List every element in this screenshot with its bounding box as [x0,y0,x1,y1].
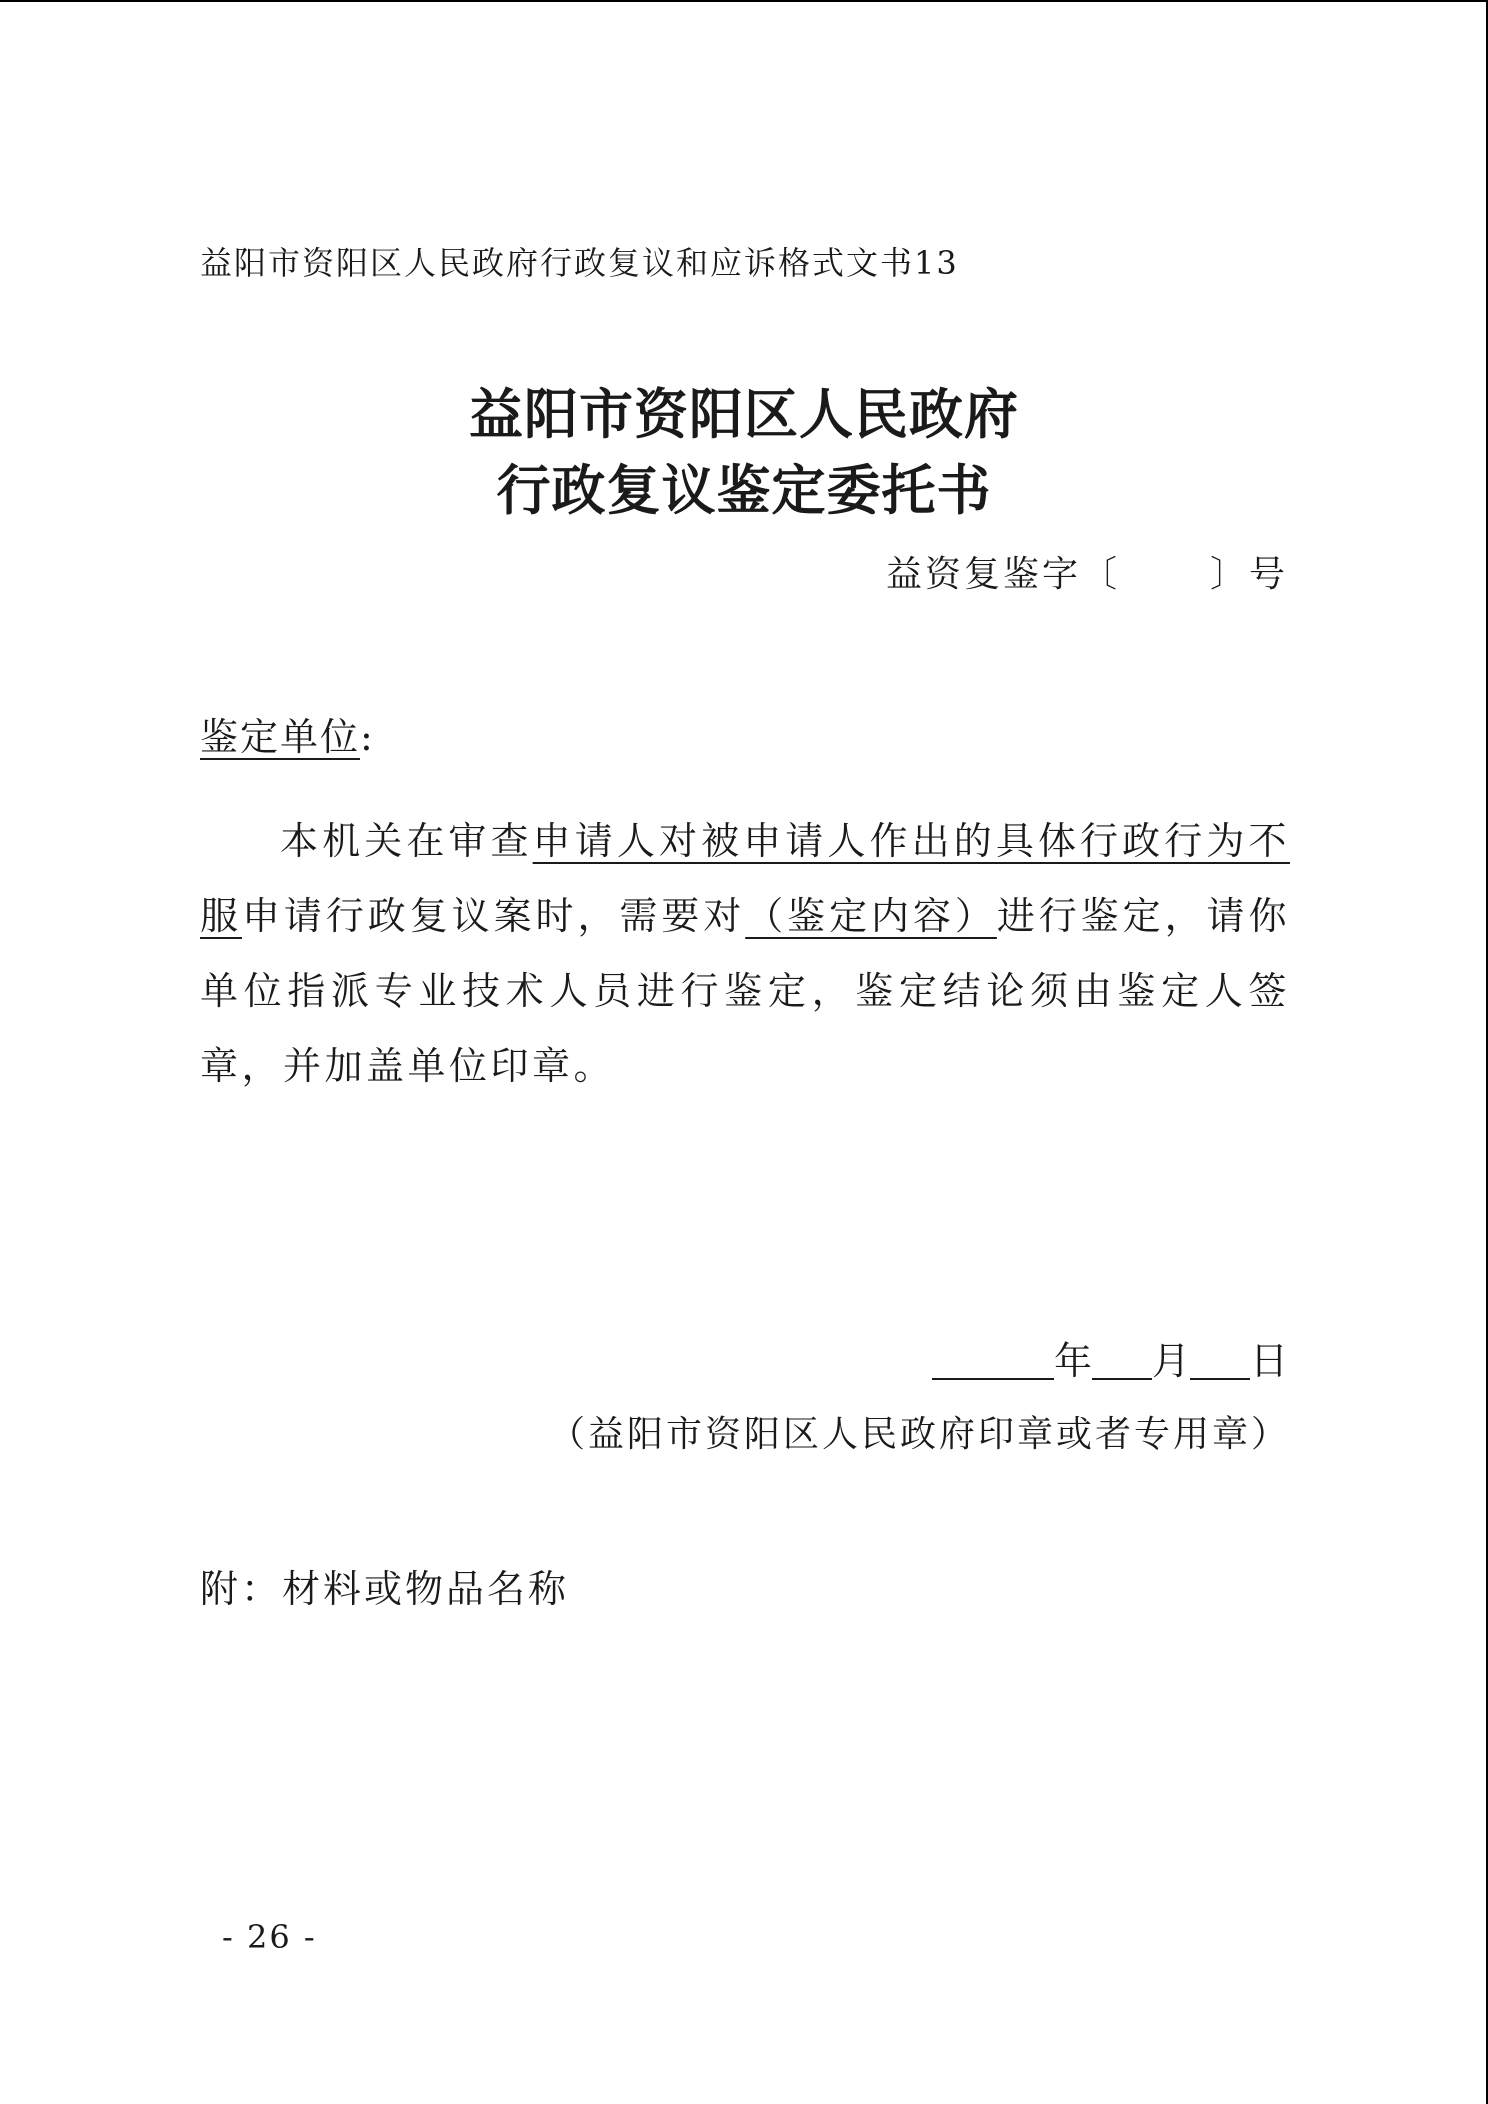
year-label: 年 [1053,1339,1092,1383]
body-rest: 进行鉴定，请你单位指派专业技术人员进行鉴定，鉴定结论须由鉴定人签章，并加盖单位印章。 [200,894,1290,1088]
addressee-colon: : [360,715,375,759]
form-label: 益阳市资阳区人民政府行政复议和应诉格式文书13 [200,244,959,282]
addressee [200,706,375,761]
page-number: - 26 - [222,1918,317,1956]
document-number-prefix: 益资复鉴字〔 [885,554,1120,595]
month-label: 月 [1151,1339,1190,1383]
attachment-line: 附：材料或物品名称 [200,1567,570,1611]
addressee-label: 鉴定单位 [200,715,361,759]
document-number [886,546,1288,597]
date-line [932,1330,1288,1385]
month-blank[interactable] [1092,1340,1152,1380]
seal-note: （益阳市资阳区人民政府印章或者专用章） [548,1414,1290,1455]
day-label: 日 [1249,1339,1288,1383]
case-description: 申请人对被申请人作出的具体行政行为不服 [200,819,1290,938]
document-title-line2: 行政复议鉴定委托书 [496,459,992,522]
document-number-suffix: 〕号 [1209,554,1288,595]
body-mid: 申请行政复议案时，需要对 [241,894,746,938]
body-intro: 本机关在审查 [280,819,533,863]
day-blank[interactable] [1190,1340,1250,1380]
document-title-line1: 益阳市资阳区人民政府 [469,383,1019,446]
year-blank[interactable] [932,1340,1054,1380]
body-paragraph [200,804,1290,1104]
appraisal-content: （鉴定内容） [745,894,997,938]
